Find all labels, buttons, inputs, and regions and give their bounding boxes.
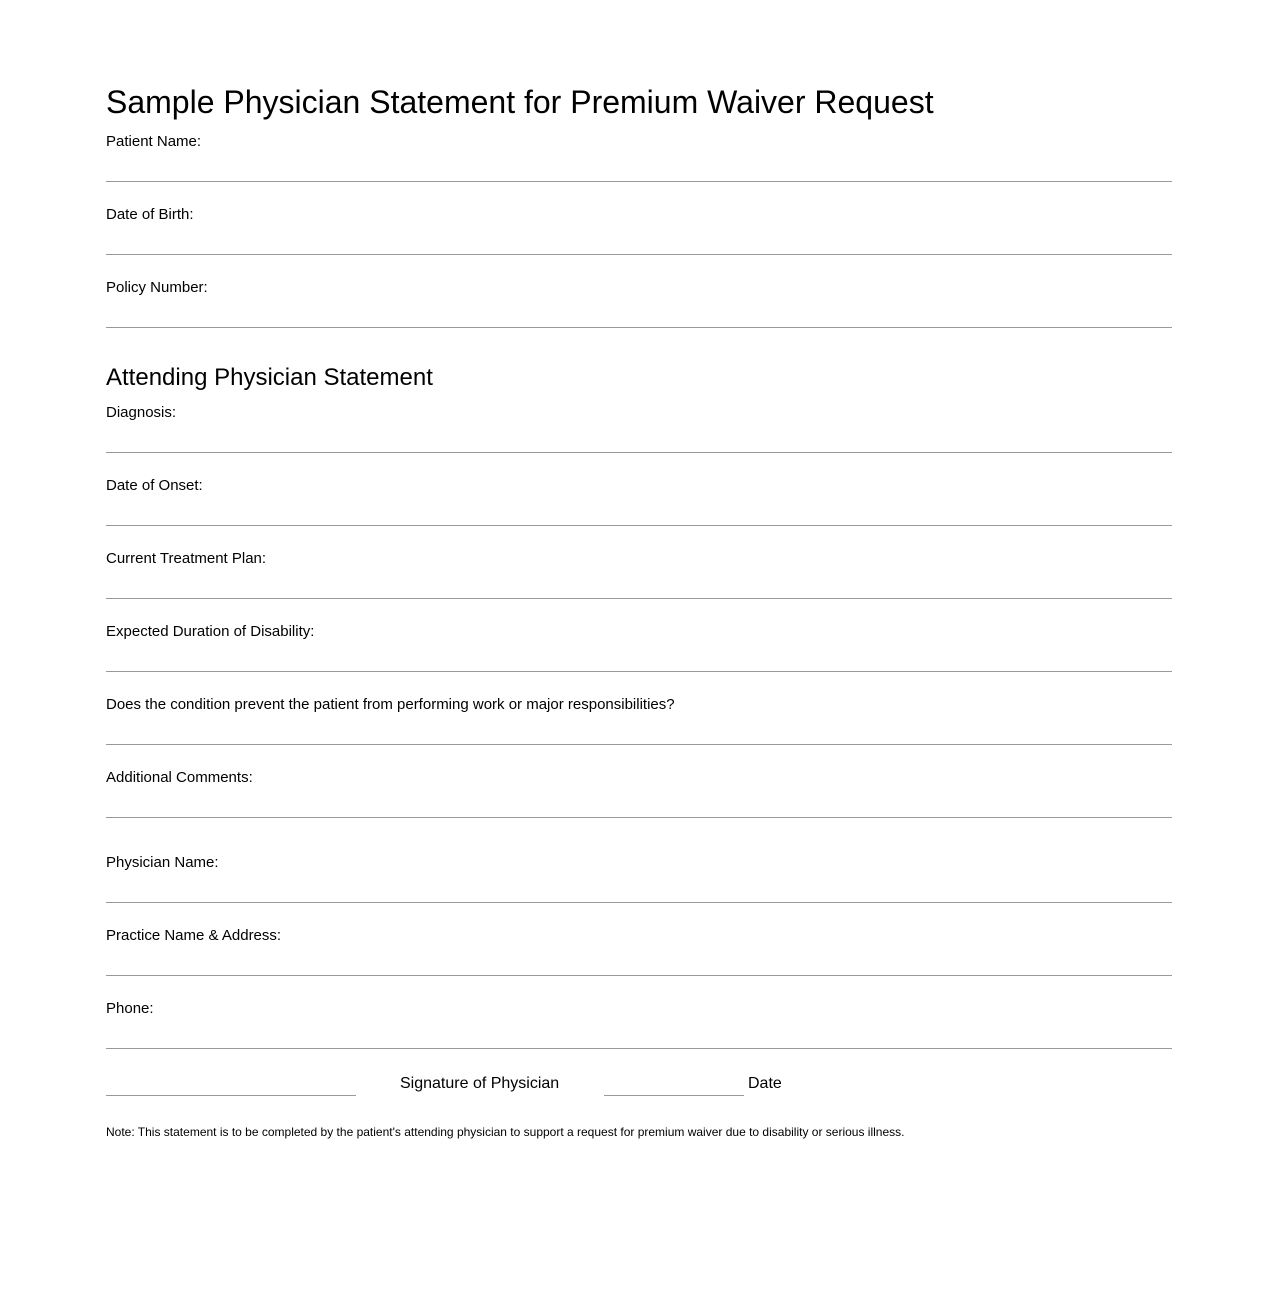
fill-in-line[interactable] [106, 254, 1172, 255]
fill-in-line[interactable] [106, 598, 1172, 599]
field-label: Expected Duration of Disability: [106, 623, 315, 640]
fill-in-line[interactable] [106, 1048, 1172, 1049]
field-label: Patient Name: [106, 133, 202, 150]
fill-in-line[interactable] [106, 327, 1172, 328]
fill-in-line[interactable] [106, 817, 1172, 818]
footnote: Note: This statement is to be completed by the patient's attending physician to support a request for premium waiver due to disability or serious illness. [106, 1125, 905, 1139]
section-heading: Attending Physician Statement [106, 364, 433, 391]
field-label: Date of Birth: [106, 206, 194, 223]
field-label: Date of Onset: [106, 477, 203, 494]
fill-in-line[interactable] [106, 902, 1172, 903]
field-label: Does the condition prevent the patient from performing work or major responsibilities? [106, 696, 675, 713]
signature-label: Signature of Physician [400, 1075, 560, 1092]
fill-in-line[interactable] [106, 671, 1172, 672]
field-label: Policy Number: [106, 279, 208, 296]
fill-in-line[interactable] [106, 525, 1172, 526]
fill-in-line[interactable] [106, 181, 1172, 182]
field-label: Additional Comments: [106, 769, 253, 786]
field-label: Physician Name: [106, 854, 219, 871]
signature-line[interactable] [106, 1095, 356, 1096]
fill-in-line[interactable] [106, 975, 1172, 976]
fill-in-line[interactable] [106, 452, 1172, 453]
date-label: Date [748, 1075, 782, 1092]
date-line[interactable] [604, 1095, 744, 1096]
field-label: Practice Name & Address: [106, 927, 282, 944]
field-label: Phone: [106, 1000, 154, 1017]
page-title: Sample Physician Statement for Premium Waiver Request [106, 84, 934, 120]
field-label: Diagnosis: [106, 404, 177, 421]
fill-in-line[interactable] [106, 744, 1172, 745]
field-label: Current Treatment Plan: [106, 550, 267, 567]
